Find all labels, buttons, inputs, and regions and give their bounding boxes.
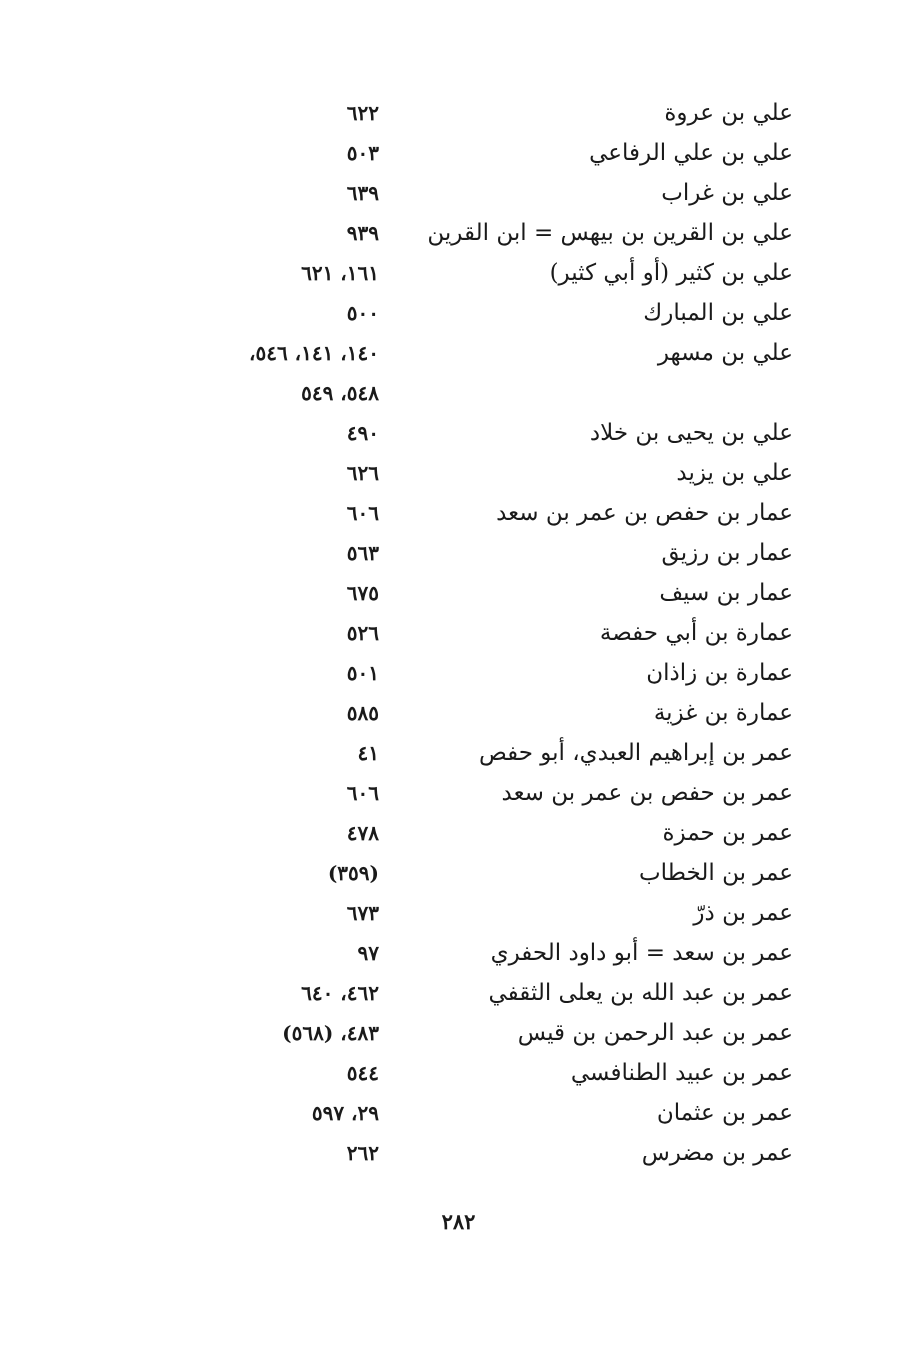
index-entry [0, 293, 917, 333]
entry-name: عمار بن سيف [659, 580, 793, 606]
index-entry [0, 373, 917, 413]
entry-pages: ٦٧٥ [346, 581, 379, 605]
entry-name: علي بن عروة [664, 100, 793, 126]
entry-name: علي بن المبارك [643, 300, 793, 326]
entry-pages: ٤٧٨ [346, 821, 379, 845]
entry-pages: ١٤٠، ١٤١، ٥٤٦، [248, 341, 379, 365]
index-entry [0, 1053, 917, 1093]
index-entry [0, 773, 917, 813]
index-entry [0, 93, 917, 133]
entry-name: عمر بن عبد الله بن يعلى الثقفي [488, 980, 793, 1006]
entry-pages: ٥٤٤ [346, 1061, 379, 1085]
index-entry [0, 933, 917, 973]
index-entry [0, 1093, 917, 1133]
entry-name: علي بن يزيد [676, 460, 793, 486]
entry-name: عمر بن مضرس [641, 1140, 793, 1166]
entry-name: علي بن يحيى بن خلاد [589, 420, 793, 446]
index-entry [0, 573, 917, 613]
entry-name: عمر بن عبد الرحمن بن قيس [517, 1020, 793, 1046]
entry-pages: ٩٧ [357, 941, 379, 965]
index-entry [0, 413, 917, 453]
index-entry [0, 693, 917, 733]
index-entry [0, 533, 917, 573]
index-list [0, 93, 917, 1173]
entry-pages: ٢٦٢ [346, 1141, 379, 1165]
entry-pages: ٦٢٢ [346, 101, 379, 125]
index-entry [0, 1133, 917, 1173]
entry-pages: ٥٨٥ [346, 701, 379, 725]
entry-name: عمار بن رزيق [661, 540, 793, 566]
entry-pages: ٤١ [357, 741, 379, 765]
entry-name: عمر بن عبيد الطنافسي [570, 1060, 793, 1086]
page-number: ٢٨٢ [441, 1209, 476, 1234]
index-entry [0, 453, 917, 493]
index-entry [0, 1013, 917, 1053]
entry-pages: ٥٠٠ [346, 301, 379, 325]
entry-name: عمر بن حمزة [662, 820, 793, 846]
entry-pages: ٦٠٦ [346, 781, 379, 805]
entry-name: علي بن علي الرفاعي [589, 140, 793, 166]
entry-pages: ٥٢٦ [346, 621, 379, 645]
entry-pages: ٤٩٠ [346, 421, 379, 445]
entry-pages: ١٦١، ٦٢١ [301, 261, 379, 285]
entry-name: عمر بن عثمان [656, 1100, 793, 1126]
entry-pages: ٥٤٨، ٥٤٩ [301, 381, 379, 405]
entry-pages: ٤٦٢، ٦٤٠ [301, 981, 379, 1005]
index-entry [0, 173, 917, 213]
entry-name: علي بن غراب [661, 180, 793, 206]
entry-name: عمر بن ذرّ [693, 900, 793, 926]
entry-pages: (٣٥٩) [327, 861, 379, 885]
index-entry [0, 333, 917, 373]
entry-pages: ٢٩، ٥٩٧ [311, 1101, 379, 1125]
entry-name: عمار بن حفص بن عمر بن سعد [496, 500, 793, 526]
entry-name: علي بن كثير (أو أبي كثير) [549, 260, 793, 286]
index-entry [0, 973, 917, 1013]
entry-pages: ٥٠٣ [346, 141, 379, 165]
entry-pages: ٩٣٩ [346, 221, 379, 245]
index-entry [0, 733, 917, 773]
entry-name: علي بن القرين بن بيهس = ابن القرين [427, 220, 793, 246]
index-entry [0, 893, 917, 933]
index-entry [0, 253, 917, 293]
entry-pages: ٤٨٣، (٥٦٨) [282, 1021, 379, 1045]
index-entry [0, 613, 917, 653]
index-entry [0, 493, 917, 533]
entry-name: عمر بن سعد = أبو داود الحفري [490, 940, 793, 966]
index-entry [0, 653, 917, 693]
entry-pages: ٥٦٣ [346, 541, 379, 565]
entry-name: علي بن مسهر [657, 340, 793, 366]
index-entry [0, 853, 917, 893]
index-entry [0, 813, 917, 853]
index-entry [0, 133, 917, 173]
entry-pages: ٦٧٣ [346, 901, 379, 925]
entry-name: عمارة بن أبي حفصة [599, 620, 793, 646]
entry-name: عمارة بن غزية [653, 700, 793, 726]
entry-pages: ٦٠٦ [346, 501, 379, 525]
entry-name: عمر بن إبراهيم العبدي، أبو حفص [478, 740, 793, 766]
entry-pages: ٦٣٩ [346, 181, 379, 205]
index-entry [0, 213, 917, 253]
entry-name: عمر بن حفص بن عمر بن سعد [501, 780, 793, 806]
entry-pages: ٥٠١ [346, 661, 379, 685]
entry-name: عمر بن الخطاب [638, 860, 793, 886]
entry-pages: ٦٢٦ [346, 461, 379, 485]
entry-name: عمارة بن زاذان [646, 660, 793, 686]
